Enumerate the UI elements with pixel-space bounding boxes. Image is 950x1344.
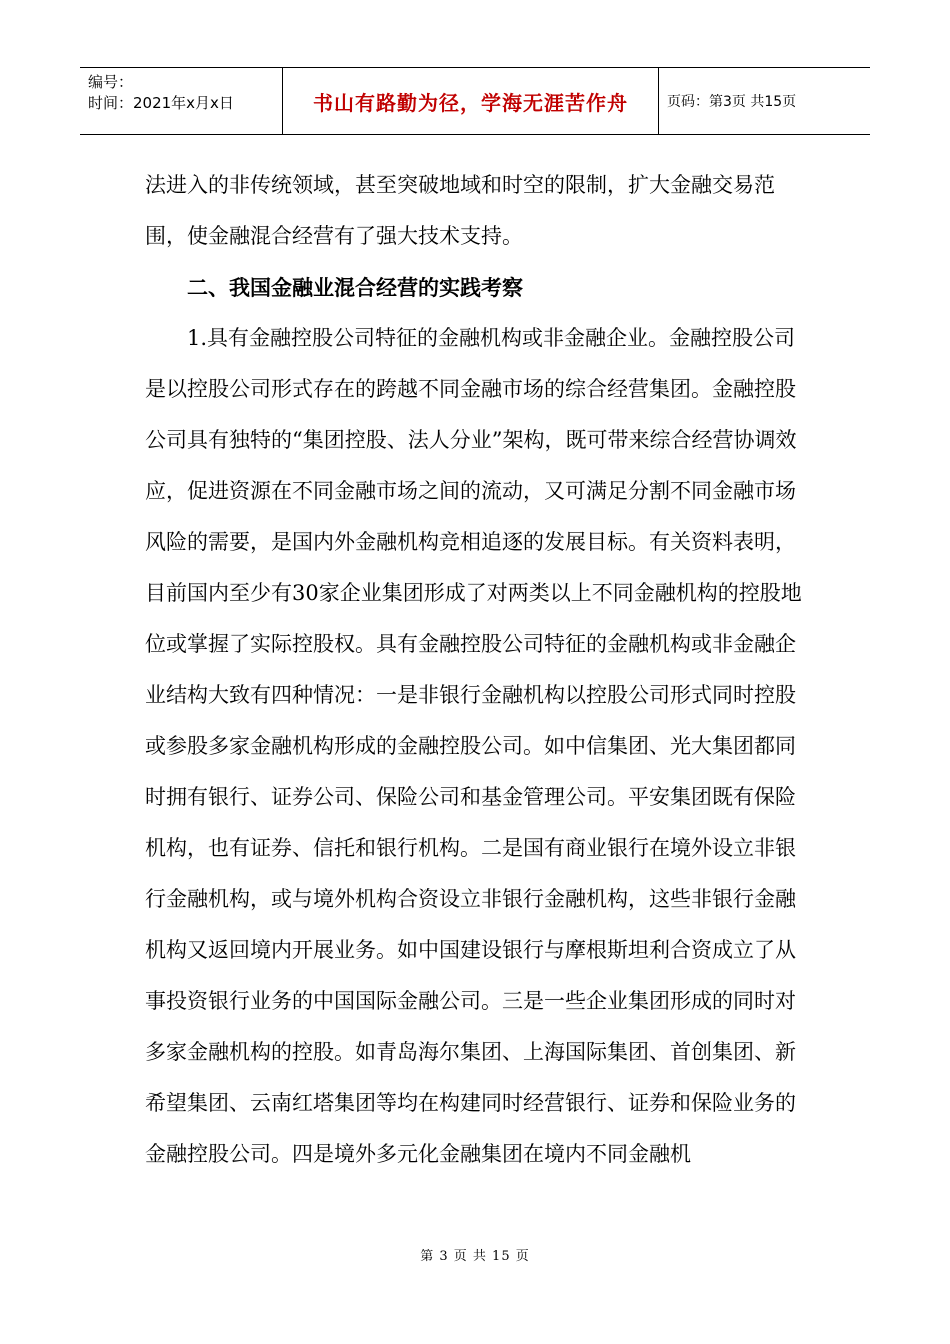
date-line: 时间：2021年x月x日 [88,94,234,112]
document-body [145,160,805,1180]
serial-number-label: 编号： [88,73,134,91]
header-motto: 书山有路勤为径，学海无涯苦作舟 [283,68,659,134]
paragraph-continued: 法进入的非传统领域，甚至突破地域和时空的限制，扩大金融交易范围，使金融混合经营有了强大技术支持。 [145,173,775,248]
header-page-info: 页码：第3页 共15页 [667,94,797,110]
header-meta [80,68,283,134]
paragraph-main: 1.具有金融控股公司特征的金融机构或非金融企业。金融控股公司是以控股公司形式存在的跨越不同金融市场的综合经营集团。金融控股公司具有独特的“集团控股、法人分业”架构，既可带来综合经营协调效应，促进资源在不同金融市场之间的流动，又可满足分割不同金融市场风险的需要，是国内外金融机构竞相追逐的发展目标。有关资料表明，目前国内至少有30家企业集团形成了对两类以上不同金融机构的控股地位或掌握了实际控股权。具有金融控股公司特征的金融机构或非金融企业结构大致有四种情况：一是非银行金融机构以控股公司形式同时控股或参股多家金融机构形成的金融控股公司。如中信集团、光大集团都同时拥有银行、证券公司、保险公司和基金管理公司。平安集团既有保险机构，也有证券、信托和银行机构。二是国有商业银行在境外设立非银行金融机构，或与境外机构合资设立非银行金融机构，这些非银行金融机构又返回境内开展业务。如中国建设银行与摩根斯坦利合资成立了从事投资银行业务的中国国际金融公司。三是一些企业集团形成的同时对多家金融机构的控股。如青岛海尔集团、上海国际集团、首创集团、新希望集团、云南红塔集团等均在构建同时经营银行、证券和保险业务的金融控股公司。四是境外多元化金融集团在境内不同金融机 [145,326,802,1166]
page-footer: 第 3 页 共 15 页 [420,1249,530,1264]
section-heading: 二、我国金融业混合经营的实践考察 [187,275,523,300]
page-header [80,67,870,135]
